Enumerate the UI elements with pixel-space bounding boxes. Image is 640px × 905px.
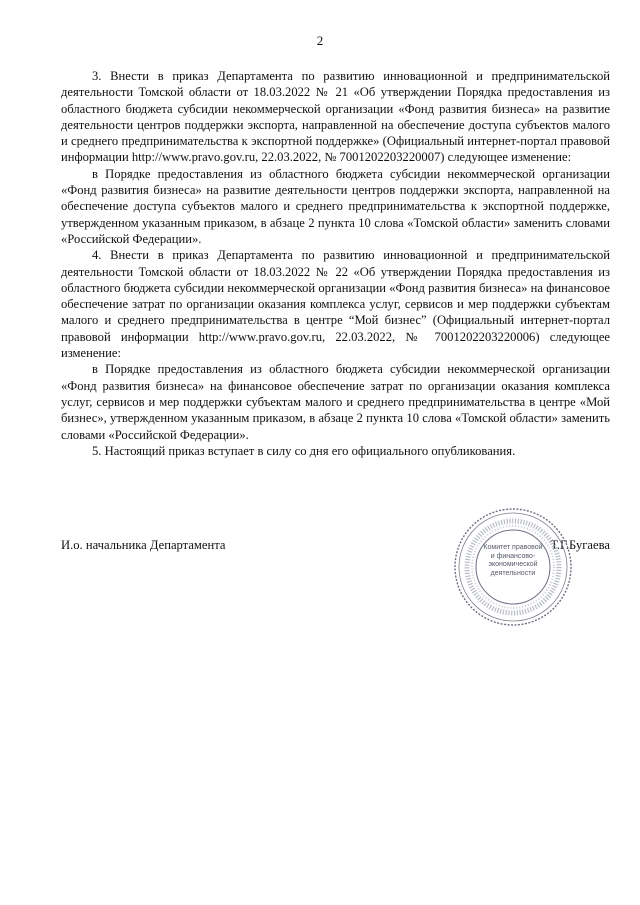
stamp-center-text: Комитет правовой и финансово-экономической деятельности xyxy=(483,544,543,577)
paragraph-item-3: 3. Внести в приказ Департамента по развитию инновационной и предпринимательской деятельности Томской области от 18.03.2022 № 21 «Об утверждении Порядка предоставления из областного бюджета субсидии некоммерческой организации «Фонд развития бизнеса» на развитие деятельности центров поддержки экспорта, направленной на обеспечение доступа субъектов малого и среднего предпринимательства к экспортной поддержке» (Официальный интернет-портал правовой информации http://www.pravo.gov.ru, 22.03.2022, № 7001202203220007) следующее изменение: xyxy=(61,69,610,165)
paragraph-item-5: 5. Настоящий приказ вступает в силу со дня его официального опубликования. xyxy=(92,443,516,458)
paragraph-item-3-change: в Порядке предоставления из областного бюджета субсидии некоммерческой организации «Фонд развития бизнеса» на развитие деятельности центров поддержки экспорта, направленной на обеспечение доступа субъектов малого и среднего предпринимательства к экспортной поддержке, утвержденном указанным приказом, в абзаце 2 пункта 10 слова «Томской области» заменить словами «Российской Федерации». xyxy=(61,166,610,246)
official-stamp xyxy=(452,506,574,628)
document-body xyxy=(61,68,610,459)
signatory-title: И.о. начальника Департамента xyxy=(61,538,226,552)
paragraph-item-4: 4. Внести в приказ Департамента по развитию инновационной и предпринимательской деятельности Томской области от 18.03.2022 № 22 «Об утверждении Порядка предоставления из областного бюджета субсидии некоммерческой организации «Фонд развития бизнеса» на финансовое обеспечение затрат по организации оказания комплекса услуг, сервисов и мер поддержки субъектам малого и среднего предпринимательства в центре “Мой бизнес” (Официальный интернет-портал правовой информации http://www.pravo.gov.ru, 22.03.2022, № 7001202203220006) следующее изменение: xyxy=(61,248,610,361)
signatory-name: Т.Г.Бугаева xyxy=(550,538,610,552)
paragraph-item-4-change: в Порядке предоставления из областного бюджета субсидии некоммерческой организации «Фонд развития бизнеса» на финансовое обеспечение затрат по организации оказания комплекса услуг, сервисов и мер поддержки субъектам малого и среднего предпринимательства в центре «Мой бизнес», утвержденном указанным приказом, в абзаце 2 пункта 10 слова «Томской области» заменить словами «Российской Федерации». xyxy=(61,362,610,442)
page-number: 2 xyxy=(316,33,324,48)
